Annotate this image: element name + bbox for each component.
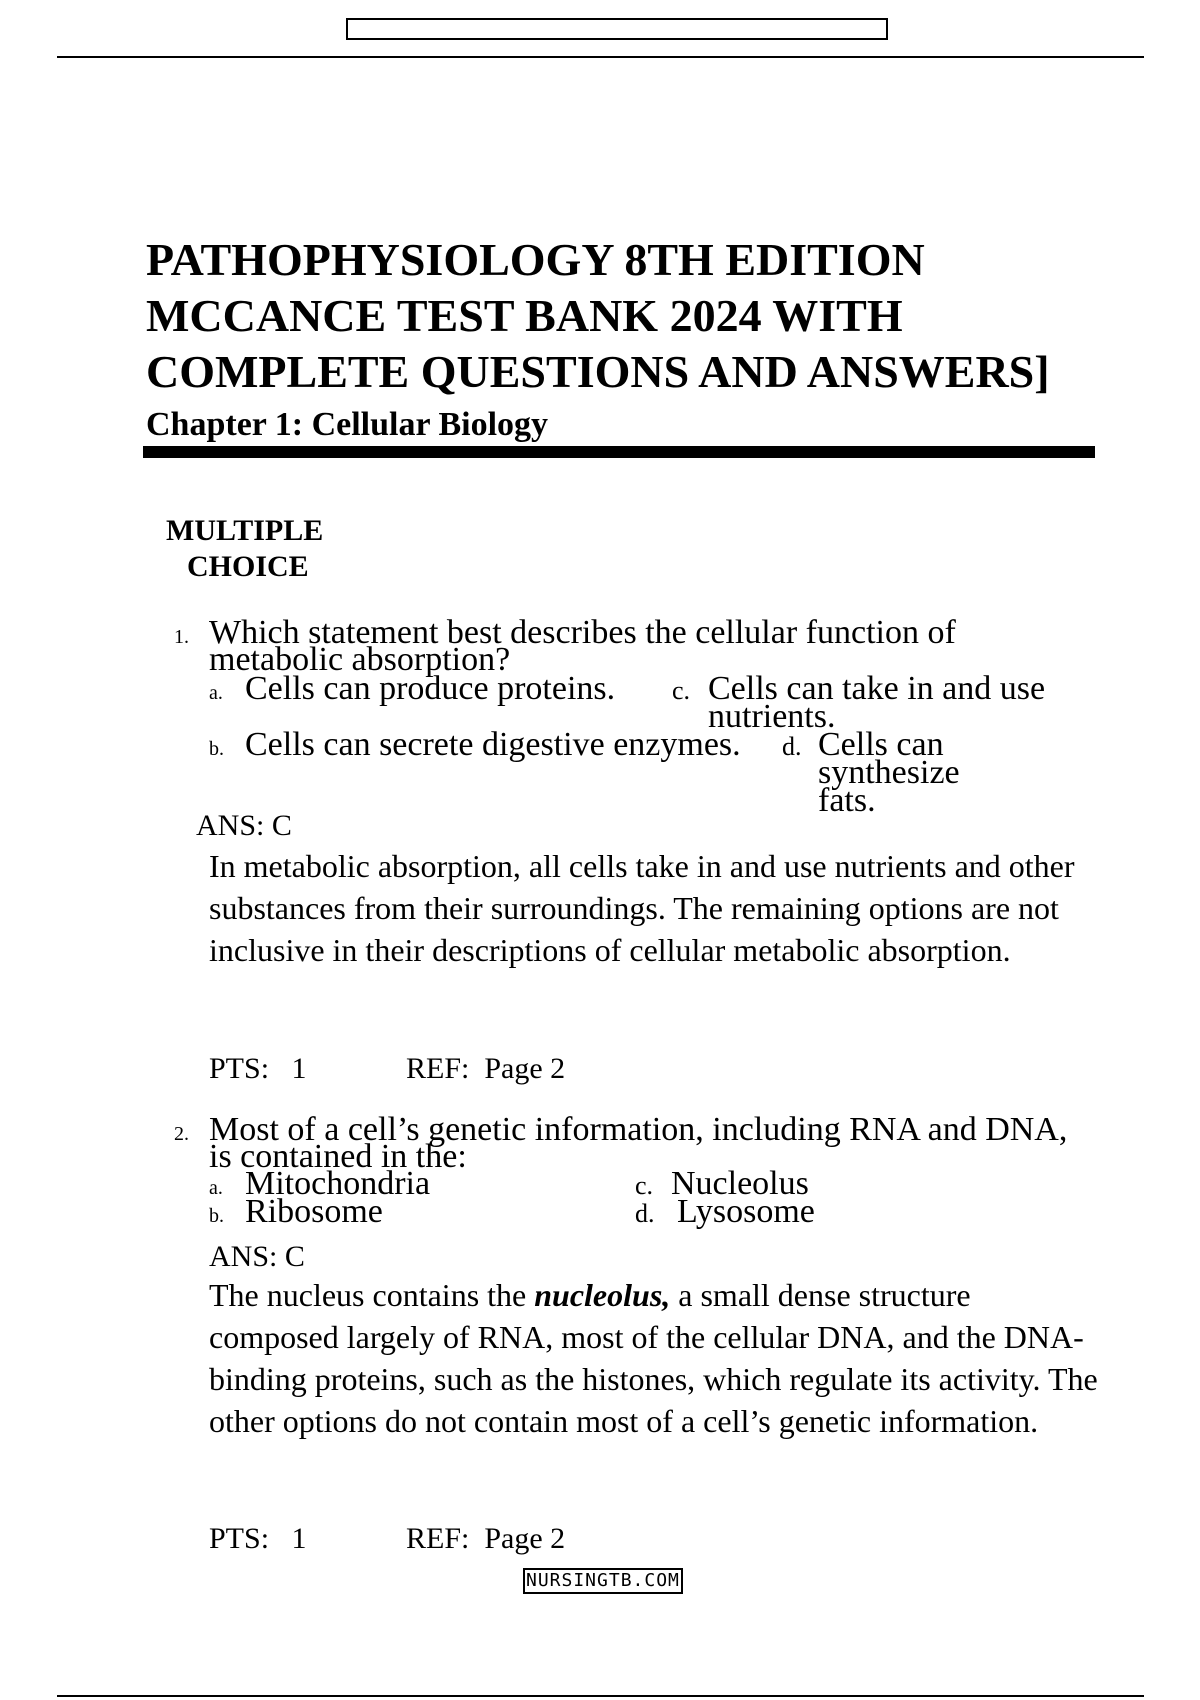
choice-letter: c. [635,1171,654,1200]
choice-text: Lysosome [677,1193,815,1230]
question-number: 1. [174,626,189,648]
points: PTS: 1 [209,1522,307,1555]
answer-key: ANS: C [209,1240,305,1273]
title-line: COMPLETE QUESTIONS AND ANSWERS] [146,346,1050,397]
choice-b [209,1193,383,1230]
choice-text: Ribosome [245,1193,383,1230]
document-title [146,232,1166,400]
chapter-heading: Chapter 1: Cellular Biology [146,406,549,443]
choice-a [209,670,616,707]
choice-letter: a. [209,1177,223,1199]
choice-b [209,726,741,763]
choice-c [672,670,1088,735]
choice-text: Cells can secrete digestive enzymes. [245,726,741,763]
rationale-text: a small dense structure composed largely of RNA, most of the cellular DNA, and the DNA-binding proteins, such as the histones, which regulate its activity. The other options do not contain most of a cell’s genetic information. [209,1277,1098,1439]
section-heading-line: CHOICE [187,550,309,583]
choice-d [782,726,988,819]
chapter-rule [143,446,1095,458]
choice-letter: d. [782,732,802,761]
rationale: In metabolic absorption, all cells take in and use nutrients and other substances from their surroundings. The remaining options are not inclusive in their descriptions of cellular metabolic absorption. [209,848,1075,968]
question-stem: Which statement best describes the cellular function of metabolic absorption? [209,614,956,678]
choice-text: Cells can synthesize fats. [818,726,960,819]
choice-letter: b. [209,738,224,760]
rationale-emphasis: nucleolus, [534,1277,671,1313]
section-heading [166,513,366,585]
header-box [346,18,888,40]
question-meta [209,1522,566,1556]
footer-rule [57,1695,1144,1697]
points: PTS: 1 [209,1052,307,1085]
reference: REF: Page 2 [406,1052,566,1085]
choice-text: Nucleolus [671,1165,809,1202]
choice-d [635,1193,815,1230]
rationale [209,1274,1099,1442]
answer-key: ANS: C [196,809,292,842]
title-line: MCCANCE TEST BANK 2024 WITH [146,290,903,341]
header-rule [57,56,1144,58]
watermark: NURSINGTB.COM [523,1568,683,1594]
choice-text: Cells can produce proteins. [245,670,616,707]
choice-letter: d. [635,1199,655,1228]
choice-letter: a. [209,682,223,704]
choice-letter: c. [672,676,691,705]
reference: REF: Page 2 [406,1522,566,1555]
rationale-text: The nucleus contains the [209,1277,535,1313]
choice-letter: b. [209,1205,224,1227]
question-number: 2. [174,1123,189,1145]
choice-text: Mitochondria [245,1165,431,1202]
title-line: PATHOPHYSIOLOGY 8TH EDITION [146,234,925,285]
question-stem: Most of a cell’s genetic information, including RNA and DNA, is contained in the: [209,1111,1068,1175]
section-heading-line: MULTIPLE [166,514,324,547]
choice-text: Cells can take in and use nutrients. [708,670,1046,735]
question-meta [209,1052,566,1086]
